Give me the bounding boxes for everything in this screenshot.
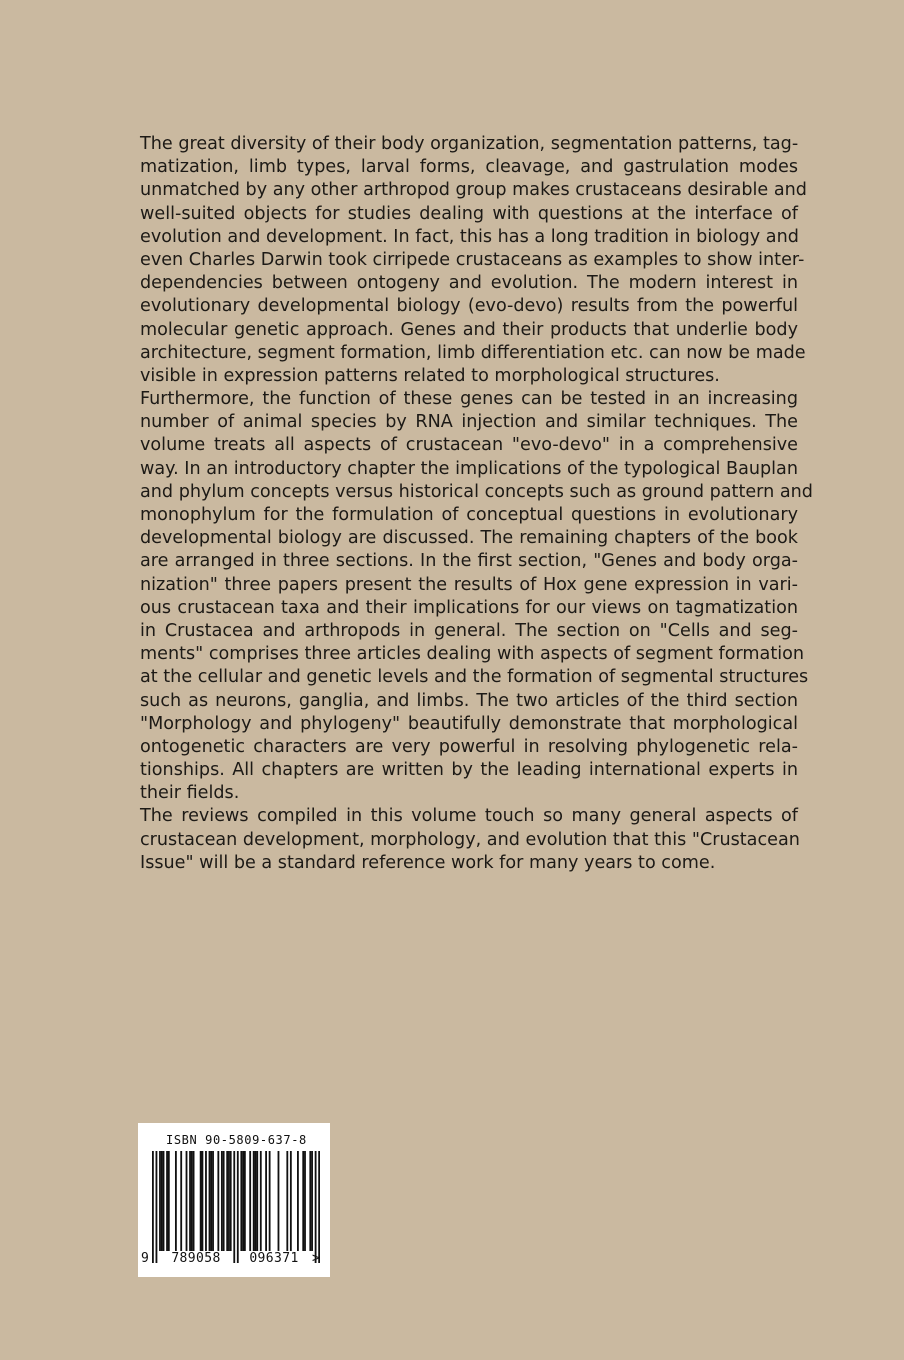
blurb-line: crustacean development, morphology, and evolution that this "Crustacean <box>140 829 800 850</box>
barcode-bar <box>253 1151 255 1251</box>
blurb-line: ments" comprises three articles dealing with aspects of segment formation <box>140 644 805 665</box>
barcode-bar <box>200 1151 202 1251</box>
blurb-line: dependencies between ontogeny and evolution. The modern interest in <box>140 273 798 294</box>
barcode-bar <box>168 1151 170 1251</box>
barcode-bar <box>290 1151 292 1251</box>
barcode-bar <box>255 1151 257 1251</box>
isbn-label: ISBN 90-5809-637-8 <box>166 1133 307 1147</box>
barcode-bar <box>205 1151 207 1251</box>
barcode-bar <box>265 1151 267 1251</box>
blurb-line: and phylum concepts versus historical concepts such as ground pattern and <box>140 481 813 502</box>
blurb-line: architecture, segment formation, limb differentiation etc. can now be made <box>140 342 806 363</box>
barcode-bar <box>237 1151 239 1263</box>
barcode-bar <box>315 1151 317 1263</box>
blurb-line: "Morphology and phylogeny" beautifully demonstrate that morphological <box>140 713 798 734</box>
barcode-bar <box>186 1151 188 1251</box>
blurb-line: their fields. <box>140 783 240 804</box>
blurb-line: evolutionary developmental biology (evo-devo) results from the powerful <box>140 296 798 317</box>
barcode-bar <box>242 1151 244 1251</box>
ean-quiet-zone-mark: > <box>312 1251 320 1266</box>
barcode-bar <box>191 1151 193 1251</box>
barcode-panel <box>138 1123 330 1277</box>
blurb-line: evolution and development. In fact, this has a long tradition in biology and <box>140 226 799 247</box>
blurb-line: visible in expression patterns related to morphological structures. <box>140 365 720 386</box>
barcode-bar <box>230 1151 232 1251</box>
blurb-line: even Charles Darwin took cirripede crustaceans as examples to show inter- <box>140 249 805 270</box>
barcode-bar <box>163 1151 165 1251</box>
ean-left-digits: 789058 <box>171 1251 221 1266</box>
blurb-line: The reviews compiled in this volume touch so many general aspects of <box>140 806 798 827</box>
barcode-bar <box>278 1151 280 1251</box>
blurb-line: way. In an introductory chapter the implications of the typological Bauplan <box>140 458 798 479</box>
barcode-bar <box>226 1151 228 1251</box>
barcode-bar <box>202 1151 204 1251</box>
blurb-line: unmatched by any other arthropod group makes crustaceans desirable and <box>140 180 807 201</box>
barcode-bar <box>318 1151 320 1263</box>
blurb-line: at the cellular and genetic levels and the formation of segmental structures <box>140 667 809 688</box>
barcode-bar <box>161 1151 163 1251</box>
barcode-bar <box>212 1151 214 1251</box>
blurb-line: ous crustacean taxa and their implications for our views on tagmatization <box>140 597 798 618</box>
blurb-line: monophylum for the formulation of conceptual questions in evolutionary <box>140 505 798 525</box>
blurb-line: are arranged in three sections. In the first section, "Genes and body orga- <box>140 551 798 572</box>
barcode-bar <box>156 1151 158 1263</box>
blurb-line: such as neurons, ganglia, and limbs. The two articles of the third section <box>140 690 798 711</box>
blurb-line: tionships. All chapters are written by the leading international experts in <box>140 760 798 781</box>
barcode-bar <box>159 1151 161 1251</box>
barcode-bar <box>260 1151 262 1251</box>
blurb-line: volume treats all aspects of crustacean "evo-devo" in a comprehensive <box>140 435 798 456</box>
barcode-bar <box>223 1151 225 1251</box>
barcode-bar <box>309 1151 311 1251</box>
barcode-bar <box>256 1151 258 1251</box>
blurb-paragraph-1 <box>140 133 813 805</box>
barcode-bar <box>228 1151 230 1251</box>
barcode-bar <box>189 1151 191 1251</box>
blurb-line: ontogenetic characters are very powerful in resolving phylogenetic rela- <box>140 736 798 757</box>
barcode-bar <box>302 1151 304 1251</box>
barcode-bar <box>180 1151 182 1251</box>
barcode-bar <box>244 1151 246 1251</box>
blurb-line: The great diversity of their body organization, segmentation patterns, tag- <box>140 134 799 154</box>
blurb-paragraph-2 <box>140 805 798 875</box>
barcode-bar <box>240 1151 242 1251</box>
blurb-line: Furthermore, the function of these genes can be tested in an increasing <box>140 389 798 410</box>
barcode-bar <box>233 1151 235 1263</box>
ean-first-digit: 9 <box>141 1251 149 1266</box>
barcode-bar <box>210 1151 212 1251</box>
barcode-bar <box>249 1151 251 1251</box>
blurb-line: Issue" will be a standard reference work for many years to come. <box>140 852 716 873</box>
blurb-line: number of animal species by RNA injection and similar techniques. The <box>140 412 798 433</box>
barcode-bar <box>286 1151 288 1251</box>
barcode-bar <box>221 1151 223 1251</box>
barcode-bar <box>217 1151 219 1251</box>
blurb-line: in Crustacea and arthropods in general. The section on "Cells and seg- <box>140 620 798 641</box>
blurb-line: well-suited objects for studies dealing with questions at the interface of <box>140 203 798 224</box>
barcode-bar <box>311 1151 313 1251</box>
blurb-line: matization, limb types, larval forms, cleavage, and gastrulation modes <box>140 157 798 178</box>
barcode-bar <box>175 1151 177 1251</box>
barcode-bar <box>193 1151 195 1251</box>
blurb-line: molecular genetic approach. Genes and their products that underlie body <box>140 319 798 340</box>
barcode-bar <box>269 1151 271 1251</box>
barcode-bar <box>297 1151 299 1251</box>
ean-right-digits: 096371 <box>249 1251 299 1266</box>
barcode-bar <box>166 1151 168 1251</box>
blurb-line: nization" three papers present the results of Hox gene expression in vari- <box>140 574 798 595</box>
barcode-bar <box>304 1151 306 1251</box>
barcode-bar <box>152 1151 154 1263</box>
barcode-bar <box>209 1151 211 1251</box>
blurb-line: developmental biology are discussed. The remaining chapters of the book <box>140 528 798 549</box>
blurb-text <box>140 133 813 875</box>
